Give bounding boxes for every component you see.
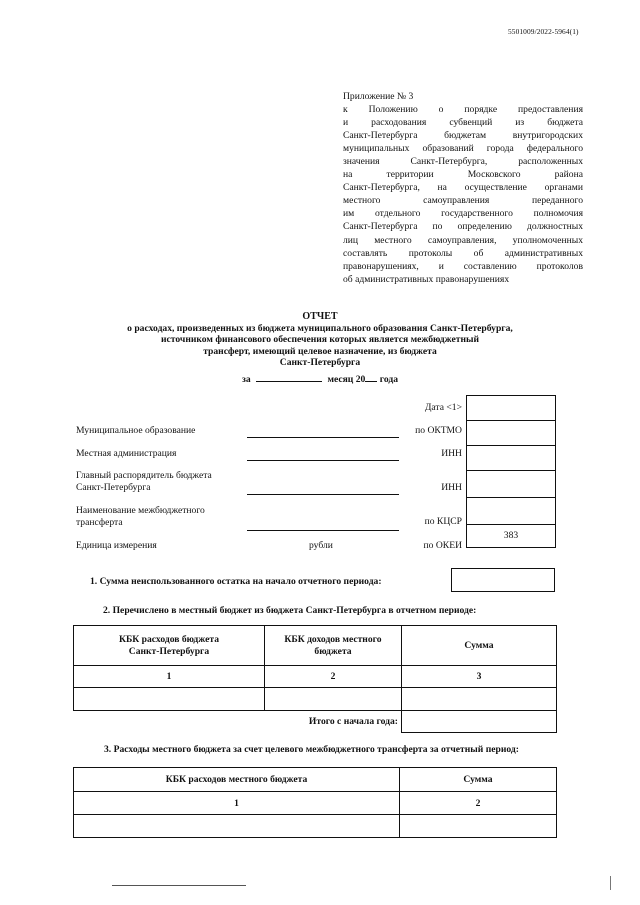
section2-table: [73, 625, 557, 733]
period-suffix: года: [379, 374, 399, 385]
report-subtitle: [120, 323, 520, 368]
date-label: Дата <1>: [424, 402, 462, 413]
appendix-line: об административных правонарушениях: [343, 273, 510, 285]
appendix-line: Санкт-Петербурга бюджетам внутригородских: [343, 130, 583, 142]
s3-col-number: 1: [74, 792, 400, 815]
s2-total-cell[interactable]: [402, 711, 557, 733]
appendix-line: местного самоуправления переданного: [343, 195, 583, 207]
kcsr-code-cell[interactable]: [467, 497, 555, 524]
appendix-line: Санкт-Петербурга по определению должностных: [343, 221, 583, 233]
kcsr-label: по КЦСР: [424, 516, 462, 527]
footer-rule: [112, 885, 246, 886]
s2-data-cell[interactable]: [74, 688, 265, 711]
s2-total-label: Итого с начала года:: [74, 711, 402, 733]
appendix-line: к Положению о порядке предоставления: [343, 104, 583, 116]
budget-manager-label: Главный распорядитель бюджета Санкт-Петербурга: [76, 470, 212, 493]
inn-manager-label: ИНН: [441, 482, 462, 493]
period-mid: месяц 20: [327, 374, 366, 385]
unit-label: Единица измерения: [76, 540, 157, 551]
section1-heading: 1. Сумма неиспользованного остатка на начало отчетного периода:: [90, 576, 382, 587]
oktmo-code-cell[interactable]: [467, 420, 555, 445]
inn-manager-code-cell[interactable]: [467, 470, 555, 497]
s3-col-header: Сумма: [400, 768, 557, 792]
local-admin-field[interactable]: [247, 460, 399, 461]
inn-admin-code-cell[interactable]: [467, 445, 555, 470]
report-period: [0, 372, 640, 385]
okei-code-cell[interactable]: 383: [467, 524, 555, 547]
codes-box: [466, 395, 556, 548]
section2-heading: 2. Перечислено в местный бюджет из бюджета Санкт-Петербурга в отчетном периоде:: [103, 605, 477, 616]
appendix-block: [343, 90, 583, 286]
transfer-name-field[interactable]: [247, 530, 399, 531]
date-code-cell[interactable]: [467, 396, 555, 420]
s2-col-number: 2: [265, 666, 402, 688]
period-prefix: за: [241, 374, 251, 385]
s3-col-header: КБК расходов местного бюджета: [74, 768, 400, 792]
s3-data-cell[interactable]: [74, 815, 400, 838]
report-title: ОТЧЕТ: [302, 311, 338, 322]
oktmo-label: по ОКТМО: [415, 425, 462, 436]
budget-manager-field[interactable]: [247, 494, 399, 495]
appendix-line: правонарушениях, и составлению протоколов: [343, 260, 583, 272]
s2-col-header: КБК доходов местного бюджета: [265, 626, 402, 666]
appendix-line: Санкт-Петербурга, на осуществление органами: [343, 182, 583, 194]
appendix-line: и расходования субвенций из бюджета: [343, 117, 583, 129]
local-admin-label: Местная администрация: [76, 448, 177, 459]
section1-amount-box[interactable]: [451, 568, 555, 592]
s2-col-header: Сумма: [402, 626, 557, 666]
appendix-line: лиц местного самоуправления, уполномоченных: [343, 234, 583, 246]
subtitle-line: трансферт, имеющий целевое назначение, из бюджета: [203, 345, 437, 357]
period-month-blank[interactable]: [256, 372, 322, 382]
s2-data-cell[interactable]: [402, 688, 557, 711]
appendix-line: значения Санкт-Петербурга, расположенных: [343, 156, 583, 168]
document-number: 5501009/2022-5964(1): [508, 27, 579, 36]
subtitle-line: о расходах, произведенных из бюджета муниципального образования Санкт-Петербурга,: [127, 323, 513, 334]
appendix-line: Приложение № 3: [343, 91, 414, 102]
s3-col-number: 2: [400, 792, 557, 815]
s2-col-number: 1: [74, 666, 265, 688]
s3-data-cell[interactable]: [400, 815, 557, 838]
inn-admin-label: ИНН: [441, 448, 462, 459]
section3-heading: 3. Расходы местного бюджета за счет целевого межбюджетного трансферта за отчетный период:: [104, 744, 519, 755]
period-year-blank[interactable]: [365, 372, 377, 382]
appendix-line: им отдельного государственного полномочия: [343, 208, 583, 220]
appendix-line: составлять протоколы об административных: [343, 247, 583, 259]
unit-value: рубли: [309, 540, 333, 551]
appendix-line: муниципальных образований города федерального: [343, 143, 583, 155]
subtitle-line: источником финансового обеспечения которых является межбюджетный: [161, 334, 479, 346]
s2-col-header: КБК расходов бюджета Санкт-Петербурга: [74, 626, 265, 666]
okei-label: по ОКЕИ: [423, 540, 462, 551]
transfer-name-label: Наименование межбюджетного трансферта: [76, 505, 205, 528]
section3-table: [73, 767, 557, 838]
municipality-label: Муниципальное образование: [76, 425, 196, 436]
edge-mark: [610, 876, 617, 890]
municipality-field[interactable]: [247, 437, 399, 438]
s2-data-cell[interactable]: [265, 688, 402, 711]
s2-col-number: 3: [402, 666, 557, 688]
subtitle-line: Санкт-Петербурга: [279, 356, 361, 368]
appendix-line: на территории Московского района: [343, 169, 583, 181]
